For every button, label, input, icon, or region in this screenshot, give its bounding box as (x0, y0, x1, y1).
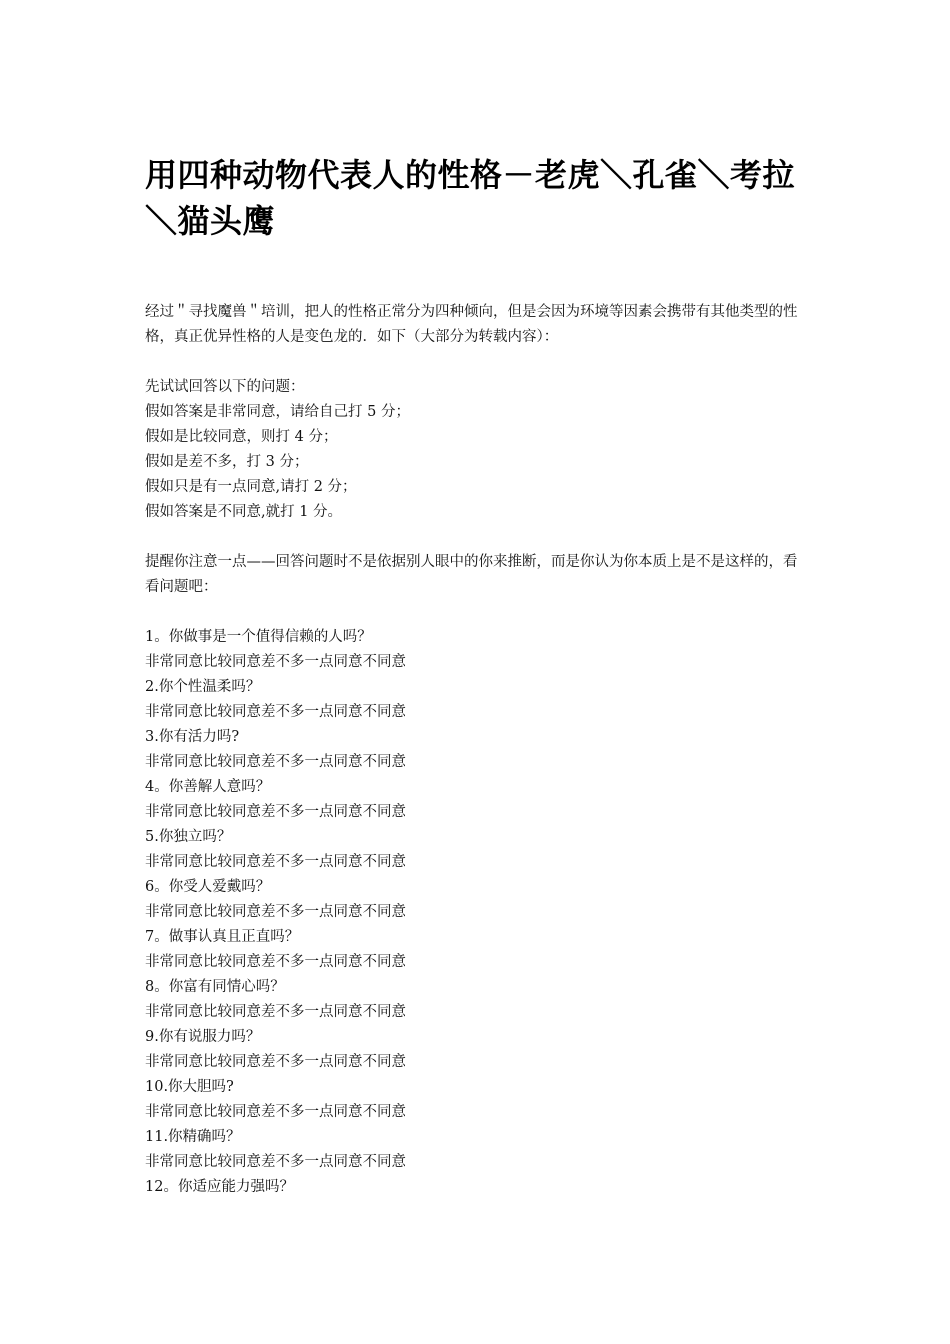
question-text: 10.你大胆吗? (145, 1079, 234, 1095)
answer-options: 非常同意比较同意差不多一点同意不同意 (145, 1004, 406, 1020)
question-item (145, 625, 810, 675)
document-title: 用四种动物代表人的性格－老虎＼孔雀＼考拉＼猫头鹰 (145, 156, 796, 240)
questions-list (145, 625, 810, 1200)
instruction-line: 假如答案是非常同意，请给自己打 5 分； (145, 404, 410, 420)
instruction-line: 假如是差不多，打 3 分； (145, 454, 309, 470)
question-item (145, 775, 810, 825)
answer-options: 非常同意比较同意差不多一点同意不同意 (145, 854, 406, 870)
question-item (145, 1125, 810, 1175)
answer-options: 非常同意比较同意差不多一点同意不同意 (145, 1154, 406, 1170)
answer-options: 非常同意比较同意差不多一点同意不同意 (145, 954, 406, 970)
question-item (145, 725, 810, 775)
question-item (145, 675, 810, 725)
answer-options: 非常同意比较同意差不多一点同意不同意 (145, 804, 406, 820)
question-item (145, 1025, 810, 1075)
question-item (145, 1075, 810, 1125)
question-text: 1。你做事是一个值得信赖的人吗？ (145, 629, 372, 645)
answer-options: 非常同意比较同意差不多一点同意不同意 (145, 904, 406, 920)
answer-options: 非常同意比较同意差不多一点同意不同意 (145, 704, 406, 720)
answer-options: 非常同意比较同意差不多一点同意不同意 (145, 654, 406, 670)
question-item (145, 975, 810, 1025)
answer-options: 非常同意比较同意差不多一点同意不同意 (145, 1054, 406, 1070)
reminder-text: 提醒你注意一点——回答问题时不是依据别人眼中的你来推断，而是你认为你本质上是不是这样的，看看问题吧： (145, 554, 798, 595)
instruction-line: 假如是比较同意，则打 4 分； (145, 429, 338, 445)
intro-paragraph (145, 300, 810, 350)
question-text: 6。你受人爱戴吗？ (145, 879, 271, 895)
question-item (145, 825, 810, 875)
question-item (145, 1175, 810, 1200)
answer-options: 非常同意比较同意差不多一点同意不同意 (145, 1104, 406, 1120)
question-text: 2.你个性温柔吗？ (145, 679, 261, 695)
instruction-line: 假如答案是不同意,就打 1 分。 (145, 504, 343, 520)
question-text: 4。你善解人意吗？ (145, 779, 271, 795)
instruction-line: 假如只是有一点同意,请打 2 分； (145, 479, 357, 495)
question-text: 12。你适应能力强吗？ (145, 1179, 294, 1195)
question-text: 8。你富有同情心吗？ (145, 979, 285, 995)
document-page (145, 152, 810, 1200)
question-text: 11.你精确吗？ (145, 1129, 241, 1145)
intro-text: 经过＂寻找魔兽＂培训，把人的性格正常分为四种倾向，但是会因为环境等因素会携带有其他类型的性格，真正优异性格的人是变色龙的．如下（大部分为转载内容）： (145, 304, 798, 345)
instruction-line: 先试试回答以下的问题： (145, 379, 305, 395)
question-item (145, 925, 810, 975)
question-item (145, 875, 810, 925)
instructions-block (145, 375, 810, 525)
question-text: 9.你有说服力吗？ (145, 1029, 261, 1045)
answer-options: 非常同意比较同意差不多一点同意不同意 (145, 754, 406, 770)
question-text: 3.你有活力吗? (145, 729, 240, 745)
question-text: 7。做事认真且正直吗？ (145, 929, 300, 945)
question-text: 5.你独立吗？ (145, 829, 232, 845)
reminder-paragraph (145, 550, 810, 600)
